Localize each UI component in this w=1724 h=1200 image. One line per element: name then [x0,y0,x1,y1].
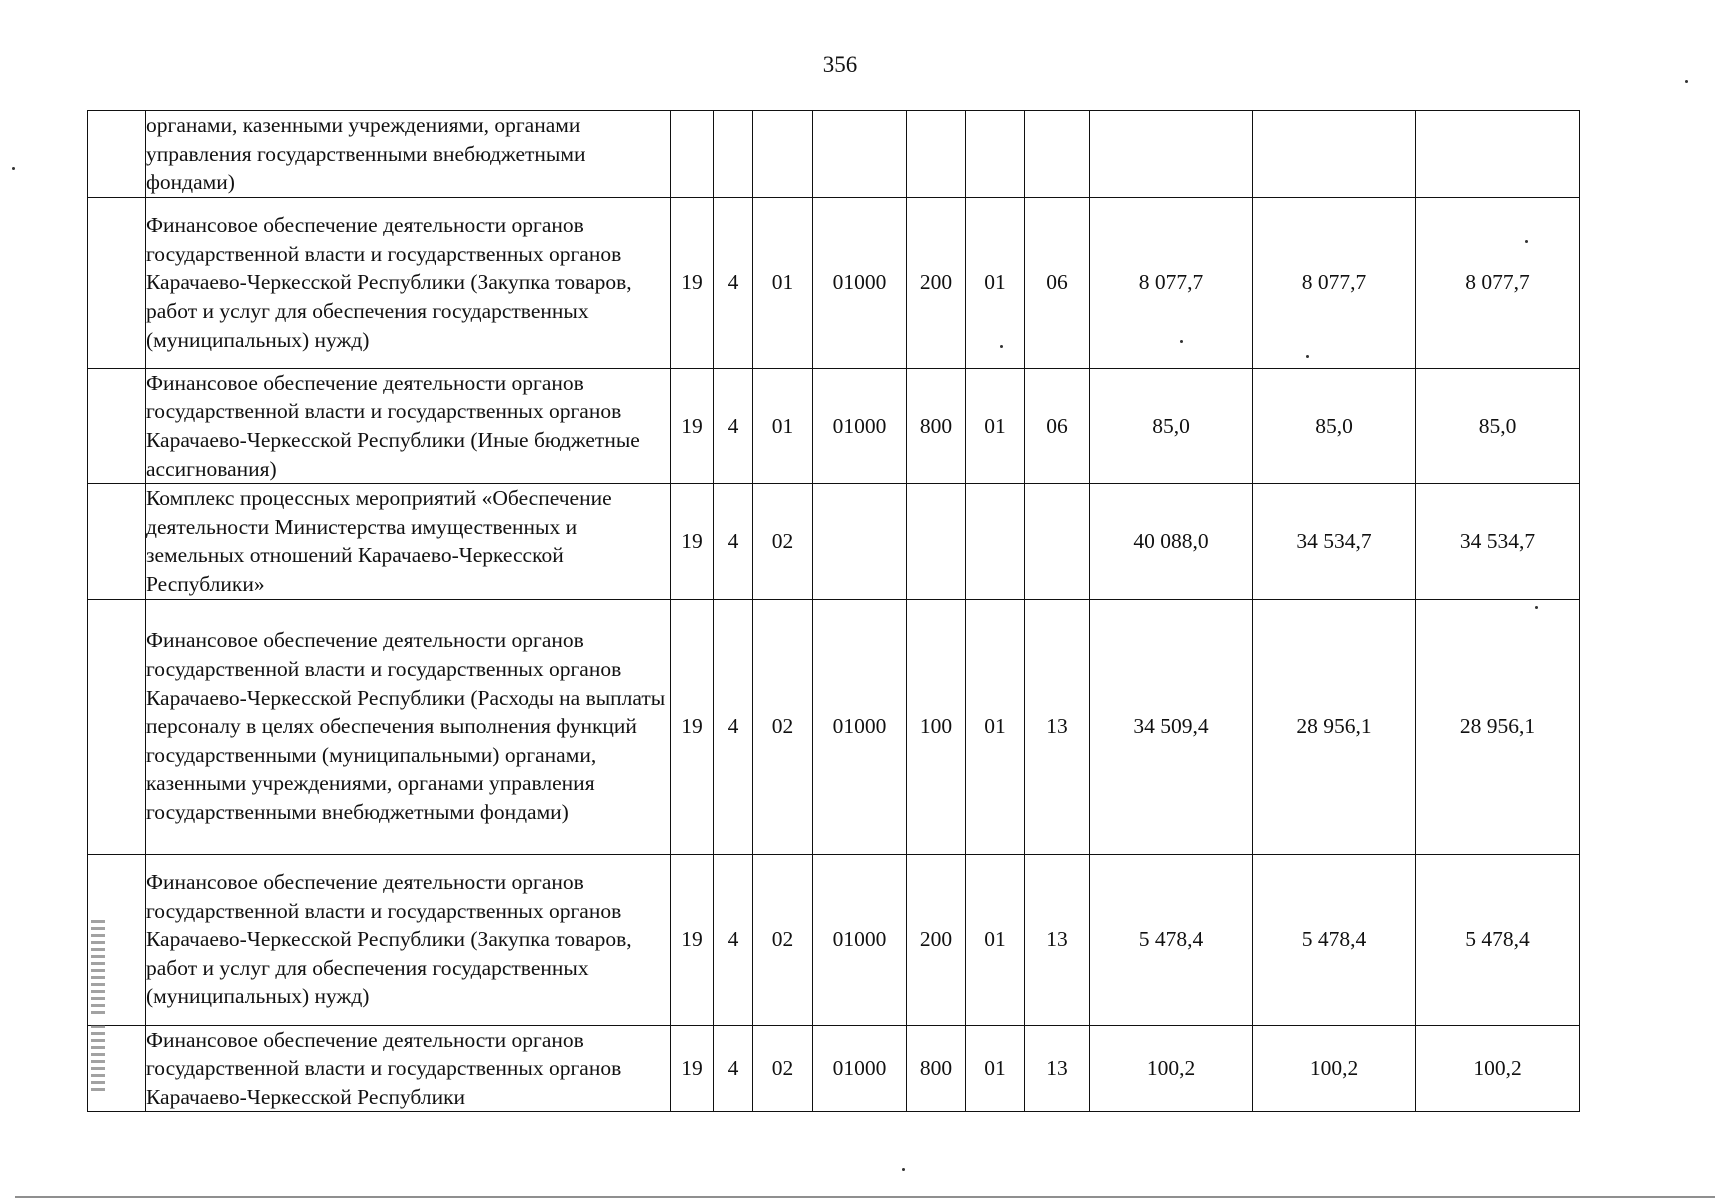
code-cell: 19 [671,1025,714,1112]
expense-description: Комплекс процессных мероприятий «Обеспечение деятельности Министерства имущественных и земельных отношений Карачаево-Черкесской Республики» [146,484,671,599]
row-number-cell [88,484,146,599]
code-cell: 19 [671,484,714,599]
amount-cell: 8 077,7 [1253,197,1416,368]
expense-description: Финансовое обеспечение деятельности органов государственной власти и государственных органов Карачаево-Черкесской Республики (Закупка товаров, работ и услуг для обеспечения государственных (муниципальных) нужд) [146,854,671,1025]
amount-cell [1253,111,1416,198]
amount-cell: 34 534,7 [1416,484,1580,599]
code-cell: 01 [966,599,1025,854]
code-cell: 200 [907,854,966,1025]
amount-cell: 85,0 [1416,368,1580,483]
code-cell [671,111,714,198]
code-cell: 01 [966,368,1025,483]
code-cell: 02 [753,854,813,1025]
code-cell: 02 [753,484,813,599]
scan-dot [1180,340,1183,343]
code-cell [966,111,1025,198]
amount-cell: 8 077,7 [1416,197,1580,368]
code-cell: 4 [714,599,753,854]
amount-cell: 8 077,7 [1090,197,1253,368]
expense-description: Финансовое обеспечение деятельности органов государственной власти и государственных органов Карачаево-Черкесской Республики (Иные бюджетные ассигнования) [146,368,671,483]
row-number-cell [88,368,146,483]
scan-dot [1000,345,1003,348]
code-cell: 02 [753,599,813,854]
amount-cell: 34 534,7 [1253,484,1416,599]
amount-cell [1090,111,1253,198]
code-cell [966,484,1025,599]
code-cell: 06 [1025,368,1090,483]
expense-description: Финансовое обеспечение деятельности органов государственной власти и государственных органов Карачаево-Черкесской Республики (Закупка товаров, работ и услуг для обеспечения государственных (муниципальных) нужд) [146,197,671,368]
amount-cell: 28 956,1 [1253,599,1416,854]
budget-table [87,110,1580,1112]
amount-cell: 85,0 [1090,368,1253,483]
code-cell: 800 [907,368,966,483]
code-cell [813,484,907,599]
code-cell: 01000 [813,368,907,483]
code-cell: 02 [753,1025,813,1112]
code-cell: 01 [966,854,1025,1025]
code-cell [907,111,966,198]
code-cell: 19 [671,599,714,854]
amount-cell: 85,0 [1253,368,1416,483]
table-row [88,197,1580,368]
scan-dot [1525,240,1528,243]
table-row [88,854,1580,1025]
scan-dot [1535,606,1538,609]
table-row [88,484,1580,599]
code-cell: 01000 [813,854,907,1025]
code-cell: 01000 [813,1025,907,1112]
scan-dot [12,167,15,170]
code-cell: 800 [907,1025,966,1112]
row-number-cell [88,197,146,368]
amount-cell: 5 478,4 [1416,854,1580,1025]
code-cell: 4 [714,1025,753,1112]
code-cell: 4 [714,368,753,483]
scan-dot [902,1168,905,1171]
code-cell: 01 [753,197,813,368]
code-cell: 01 [966,197,1025,368]
expense-description: Финансовое обеспечение деятельности органов государственной власти и государственных органов Карачаево-Черкесской Республики (Расходы на выплаты персоналу в целях обеспечения выполнения функций государственными (муниципальными) органами, казенными учреждениями, органами управления государственными внебюджетными фондами) [146,599,671,854]
code-cell: 13 [1025,1025,1090,1112]
amount-cell: 28 956,1 [1416,599,1580,854]
code-cell: 4 [714,854,753,1025]
scan-dot [1306,355,1309,358]
scan-edge-line [15,1196,1715,1198]
code-cell [813,111,907,198]
code-cell: 13 [1025,599,1090,854]
code-cell: 4 [714,484,753,599]
row-number-cell [88,111,146,198]
code-cell: 06 [1025,197,1090,368]
amount-cell [1416,111,1580,198]
code-cell: 01000 [813,599,907,854]
table-row [88,368,1580,483]
code-cell: 01 [966,1025,1025,1112]
table-row [88,1025,1580,1112]
code-cell [753,111,813,198]
amount-cell: 5 478,4 [1253,854,1416,1025]
amount-cell: 100,2 [1090,1025,1253,1112]
code-cell: 01 [753,368,813,483]
table-row [88,599,1580,854]
amount-cell: 100,2 [1416,1025,1580,1112]
code-cell [714,111,753,198]
code-cell: 01000 [813,197,907,368]
code-cell: 19 [671,854,714,1025]
row-number-cell [88,599,146,854]
code-cell [907,484,966,599]
code-cell [1025,111,1090,198]
table-row [88,111,1580,198]
code-cell: 19 [671,368,714,483]
scan-dot [1685,80,1688,83]
scan-speckle [91,920,105,1015]
scan-speckle [91,1025,105,1095]
amount-cell: 40 088,0 [1090,484,1253,599]
code-cell [1025,484,1090,599]
amount-cell: 100,2 [1253,1025,1416,1112]
expense-description: органами, казенными учреждениями, органами управления государственными внебюджетными фондами) [146,111,671,198]
code-cell: 100 [907,599,966,854]
page-number: 356 [822,52,858,77]
code-cell: 200 [907,197,966,368]
code-cell: 13 [1025,854,1090,1025]
amount-cell: 34 509,4 [1090,599,1253,854]
code-cell: 19 [671,197,714,368]
code-cell: 4 [714,197,753,368]
amount-cell: 5 478,4 [1090,854,1253,1025]
expense-description: Финансовое обеспечение деятельности органов государственной власти и государственных органов Карачаево-Черкесской Республики [146,1025,671,1112]
